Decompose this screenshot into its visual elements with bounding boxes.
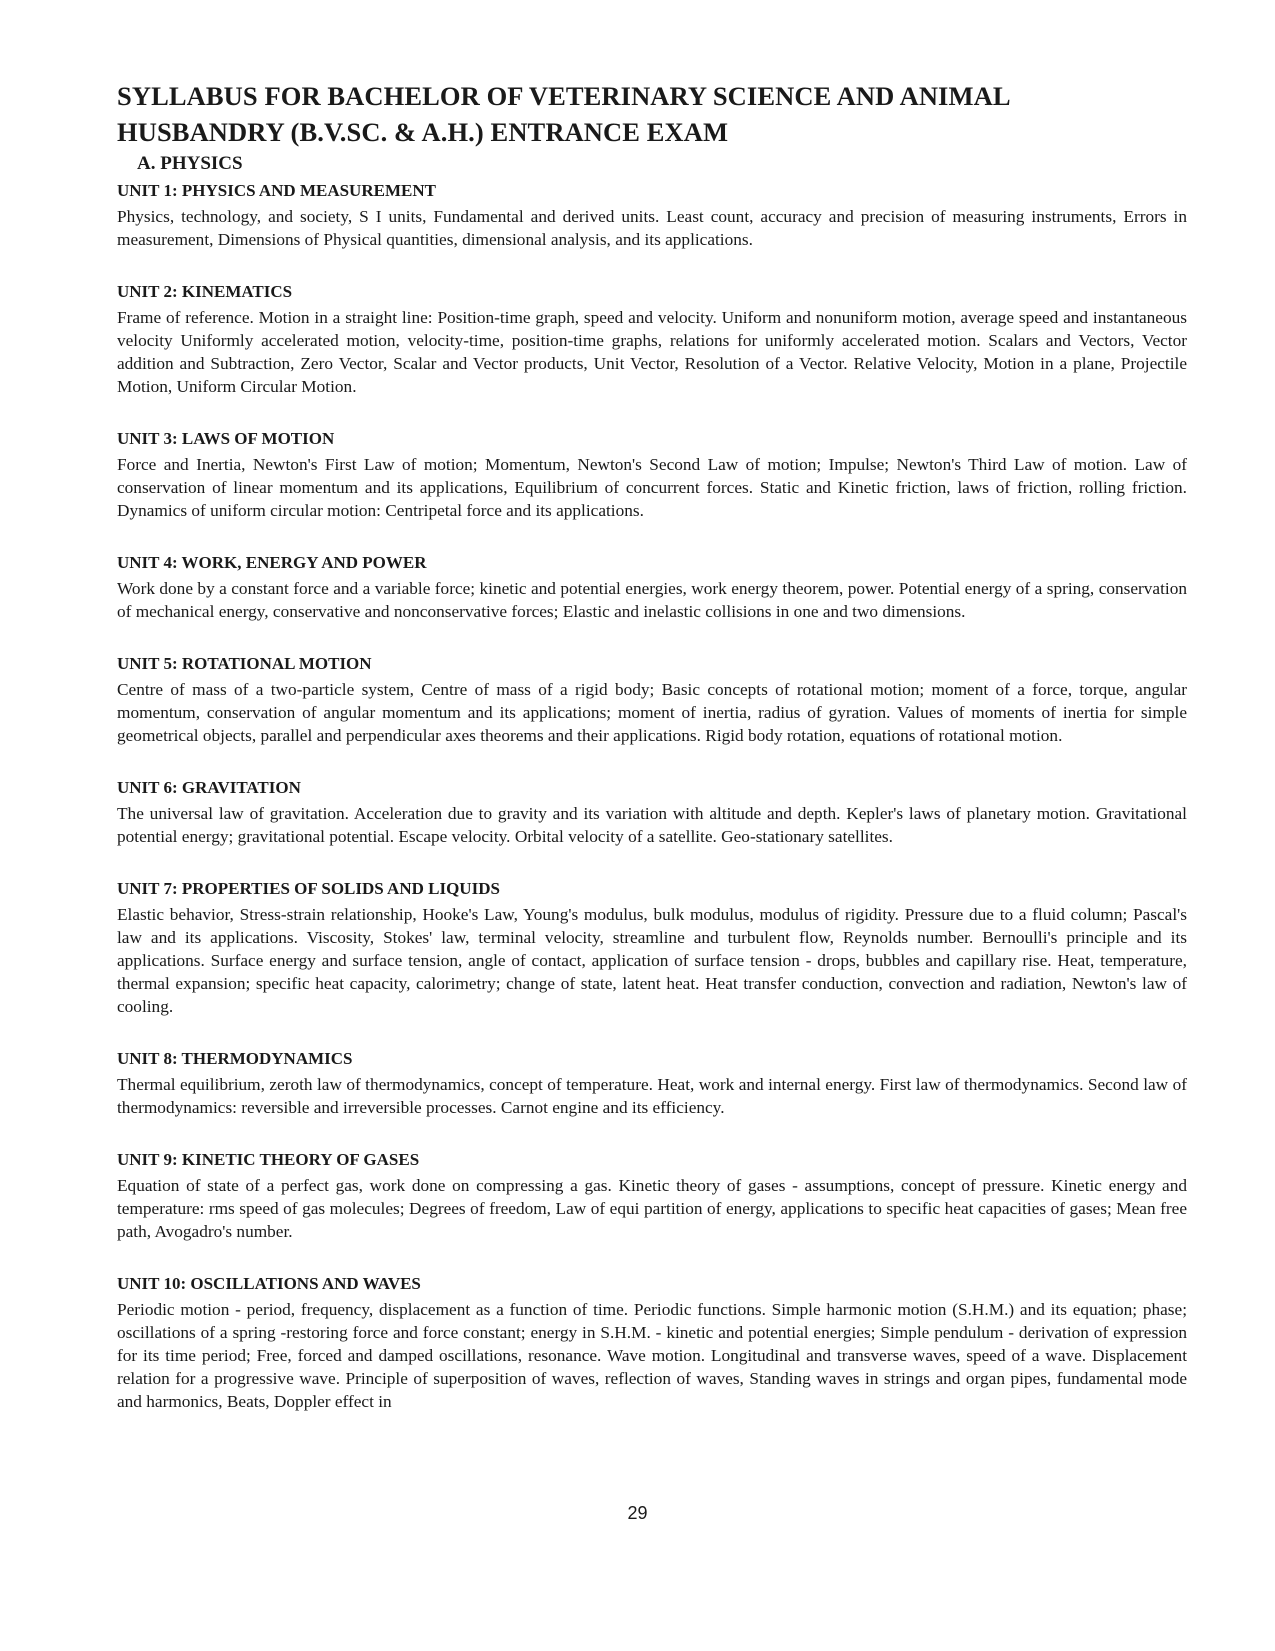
unit-heading: UNIT 1: PHYSICS AND MEASUREMENT — [117, 181, 436, 200]
unit-body: Equation of state of a perfect gas, work done on compressing a gas. Kinetic theory of gases - assumptions, concept of pressure. Kinetic energy and temperature: rms speed of gas molecules; Degrees of freedom, Law of equi partition of energy, applications to specific heat capacities of gases; Mean free path, Avogadro's number. — [117, 1176, 1187, 1241]
unit-8 — [117, 1048, 1187, 1119]
unit-body: Periodic motion - period, frequency, displacement as a function of time. Periodic functions. Simple harmonic motion (S.H.M.) and its equation; phase; oscillations of a spring -restoring force and force constant; energy in S.H.M. - kinetic and potential energies; Simple pendulum - derivation of expression for its time period; Free, forced and damped oscillations, resonance. Wave motion. Longitudinal and transverse waves, speed of a wave. Displacement relation for a progressive wave. Principle of superposition of waves, reflection of waves, Standing waves in strings and organ pipes, fundamental mode and harmonics, Beats, Doppler effect in — [117, 1300, 1187, 1411]
unit-heading: UNIT 4: WORK, ENERGY AND POWER — [117, 553, 427, 572]
unit-4 — [117, 552, 1187, 623]
document-title — [117, 78, 1187, 150]
unit-heading: UNIT 8: THERMODYNAMICS — [117, 1049, 353, 1068]
unit-body: Thermal equilibrium, zeroth law of thermodynamics, concept of temperature. Heat, work and internal energy. First law of thermodynamics. Second law of thermodynamics: reversible and irreversible processes. Carnot engine and its efficiency. — [117, 1075, 1187, 1117]
unit-3 — [117, 428, 1187, 522]
unit-body: The universal law of gravitation. Acceleration due to gravity and its variation with altitude and depth. Kepler's laws of planetary motion. Gravitational potential energy; gravitational potential. Escape velocity. Orbital velocity of a satellite. Geo-stationary satellites. — [117, 804, 1187, 846]
document-title-line-2: HUSBANDRY (B.V.SC. & A.H.) ENTRANCE EXAM — [117, 117, 729, 147]
unit-body: Physics, technology, and society, S I units, Fundamental and derived units. Least count, accuracy and precision of measuring instruments, Errors in measurement, Dimensions of Physical quantities, dimensional analysis, and its applications. — [117, 207, 1187, 249]
page-number: 29 — [627, 1503, 648, 1523]
unit-heading: UNIT 9: KINETIC THEORY OF GASES — [117, 1150, 420, 1169]
unit-heading: UNIT 5: ROTATIONAL MOTION — [117, 654, 372, 673]
unit-heading: UNIT 6: GRAVITATION — [117, 778, 301, 797]
unit-7 — [117, 878, 1187, 1018]
document-title-line-1: SYLLABUS FOR BACHELOR OF VETERINARY SCIENCE AND ANIMAL — [117, 81, 1011, 111]
unit-body: Centre of mass of a two-particle system, Centre of mass of a rigid body; Basic concepts of rotational motion; moment of a force, torque, angular momentum, conservation of angular momentum and its applications; moment of inertia, radius of gyration. Values of moments of inertia for simple geometrical objects, parallel and perpendicular axes theorems and their applications. Rigid body rotation, equations of rotational motion. — [117, 680, 1187, 745]
unit-body: Elastic behavior, Stress-strain relationship, Hooke's Law, Young's modulus, bulk modulus, modulus of rigidity. Pressure due to a fluid column; Pascal's law and its applications. Viscosity, Stokes' law, terminal velocity, streamline and turbulent flow, Reynolds number. Bernoulli's principle and its applications. Surface energy and surface tension, angle of contact, application of surface tension - drops, bubbles and capillary rise. Heat, temperature, thermal expansion; specific heat capacity, calorimetry; change of state, latent heat. Heat transfer conduction, convection and radiation, Newton's law of cooling. — [117, 905, 1187, 1016]
unit-body: Force and Inertia, Newton's First Law of motion; Momentum, Newton's Second Law of motion; Impulse; Newton's Third Law of motion. Law of conservation of linear momentum and its applications, Equilibrium of concurrent forces. Static and Kinetic friction, laws of friction, rolling friction. Dynamics of uniform circular motion: Centripetal force and its applications. — [117, 455, 1187, 520]
unit-body: Work done by a constant force and a variable force; kinetic and potential energies, work energy theorem, power. Potential energy of a spring, conservation of mechanical energy, conservative and nonconservative forces; Elastic and inelastic collisions in one and two dimensions. — [117, 579, 1187, 621]
unit-2 — [117, 281, 1187, 398]
unit-heading: UNIT 2: KINEMATICS — [117, 282, 293, 301]
unit-heading: UNIT 7: PROPERTIES OF SOLIDS AND LIQUIDS — [117, 879, 500, 898]
unit-1 — [117, 180, 1187, 251]
unit-heading: UNIT 10: OSCILLATIONS AND WAVES — [117, 1274, 421, 1293]
unit-heading: UNIT 3: LAWS OF MOTION — [117, 429, 335, 448]
unit-5 — [117, 653, 1187, 747]
unit-6 — [117, 777, 1187, 848]
unit-9 — [117, 1149, 1187, 1243]
section-heading-physics: A. PHYSICS — [137, 153, 243, 174]
document-page — [117, 78, 1187, 1443]
unit-body: Frame of reference. Motion in a straight line: Position-time graph, speed and velocity. Uniform and nonuniform motion, average speed and instantaneous velocity Uniformly accelerated motion, velocity-time, position-time graphs, relations for uniformly accelerated motion. Scalars and Vectors, Vector addition and Subtraction, Zero Vector, Scalar and Vector products, Unit Vector, Resolution of a Vector. Relative Velocity, Motion in a plane, Projectile Motion, Uniform Circular Motion. — [117, 308, 1187, 396]
unit-10 — [117, 1273, 1187, 1413]
